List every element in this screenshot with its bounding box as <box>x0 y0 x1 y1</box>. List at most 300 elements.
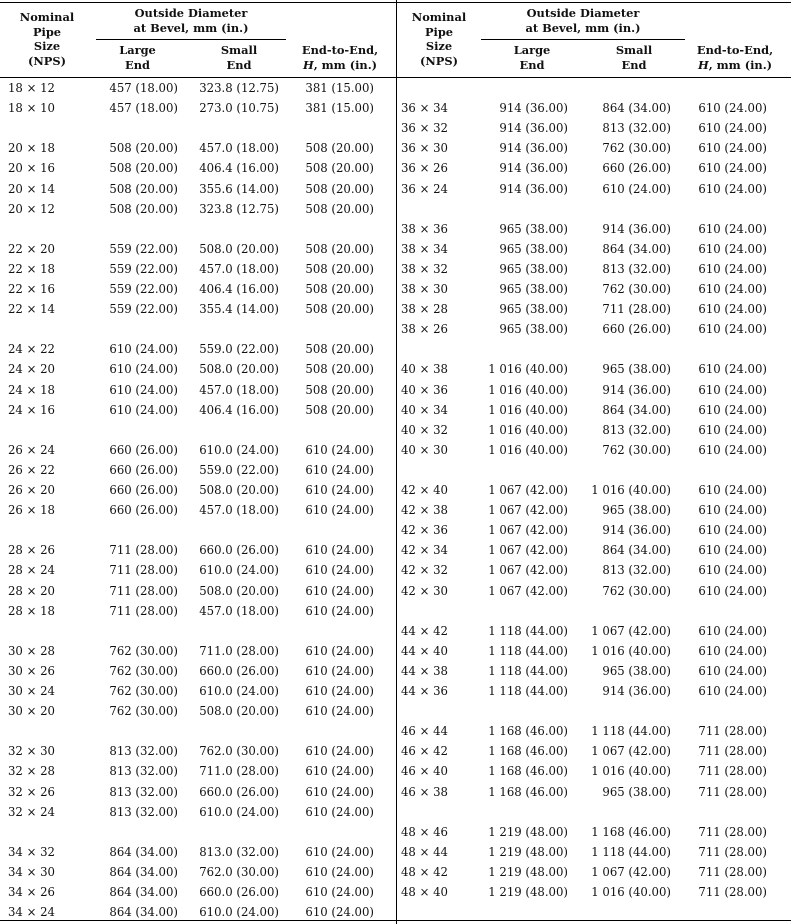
table-row <box>397 179 791 199</box>
header-outside-diameter <box>481 6 685 35</box>
table-row <box>0 239 396 259</box>
end-to-end-cell: 508 (20.00) <box>305 261 374 276</box>
end-to-end-cell: 610 (24.00) <box>698 161 767 176</box>
header-line: End-to-End, <box>696 43 774 57</box>
table-row <box>0 761 396 781</box>
nominal-size-cell: 44 × 40 <box>401 643 448 658</box>
header-nominal-pipe-size <box>2 10 92 68</box>
nominal-size-cell: 46 × 38 <box>401 784 448 799</box>
end-to-end-cell: 711 (28.00) <box>698 744 767 759</box>
large-end-cell: 508 (20.00) <box>109 201 178 216</box>
nominal-size-cell: 46 × 42 <box>401 744 448 759</box>
small-end-cell: 457.0 (18.00) <box>199 503 279 518</box>
nominal-size-cell: 48 × 46 <box>401 824 448 839</box>
table-row <box>0 601 396 621</box>
nominal-size-cell: 40 × 38 <box>401 362 448 377</box>
header-line: at Bevel, mm (in.) <box>133 20 249 35</box>
table-row <box>397 761 791 781</box>
nominal-size-cell: 30 × 20 <box>8 704 55 719</box>
end-to-end-cell: 610 (24.00) <box>305 784 374 799</box>
header-line: at Bevel, mm (in.) <box>525 20 641 35</box>
small-end-cell: 1 016 (40.00) <box>591 483 671 497</box>
nominal-size-cell: 42 × 32 <box>401 563 448 578</box>
end-to-end-cell: 508 (20.00) <box>305 282 374 296</box>
header-unit: , mm (in.) <box>708 57 773 72</box>
table-row <box>397 158 791 178</box>
small-end-cell: 457.0 (18.00) <box>199 141 279 156</box>
nominal-size-cell: 32 × 30 <box>8 744 55 759</box>
large-end-cell: 711 (28.00) <box>109 563 178 578</box>
end-to-end-cell: 610 (24.00) <box>698 302 767 317</box>
end-to-end-cell: 610 (24.00) <box>698 663 767 678</box>
small-end-cell: 965 (38.00) <box>602 784 671 799</box>
end-to-end-cell: 711 (28.00) <box>698 824 767 839</box>
large-end-cell: 1 118 (44.00) <box>488 663 568 678</box>
large-end-cell: 1 016 (40.00) <box>488 362 568 377</box>
nominal-size-cell: 22 × 14 <box>8 302 55 317</box>
table-row <box>0 661 396 681</box>
table-row <box>0 500 396 520</box>
table-row <box>0 359 396 379</box>
table-row <box>0 98 396 118</box>
table-row <box>397 359 791 379</box>
large-end-cell: 914 (36.00) <box>499 161 568 176</box>
bottom-rule <box>397 920 791 921</box>
table-row <box>0 138 396 158</box>
large-end-cell: 965 (38.00) <box>499 322 568 337</box>
large-end-cell: 914 (36.00) <box>499 101 568 116</box>
large-end-cell: 1 016 (40.00) <box>488 422 568 437</box>
end-to-end-cell: 610 (24.00) <box>698 181 767 196</box>
small-end-cell: 762 (30.00) <box>602 583 671 598</box>
small-end-cell: 610.0 (24.00) <box>199 442 279 457</box>
table-row <box>397 681 791 701</box>
nominal-size-cell: 24 × 18 <box>8 382 55 397</box>
right-table <box>396 0 791 924</box>
nominal-size-cell: 40 × 34 <box>401 402 448 417</box>
nominal-size-cell: 28 × 20 <box>8 583 55 598</box>
nominal-size-cell: 42 × 34 <box>401 543 448 558</box>
large-end-cell: 1 067 (42.00) <box>488 543 568 558</box>
large-end-cell: 864 (34.00) <box>109 885 178 899</box>
small-end-cell: 1 016 (40.00) <box>591 764 671 779</box>
large-end-cell: 965 (38.00) <box>499 221 568 236</box>
large-end-cell: 711 (28.00) <box>109 603 178 618</box>
table-row <box>0 842 396 862</box>
small-end-cell: 813.0 (32.00) <box>199 844 279 859</box>
end-to-end-cell: 610 (24.00) <box>305 663 374 678</box>
small-end-cell: 323.8 (12.75) <box>199 81 279 95</box>
header-line: (NPS) <box>420 53 458 68</box>
table-row <box>397 540 791 560</box>
end-to-end-cell: 381 (15.00) <box>305 101 374 116</box>
header-line: Nominal <box>19 10 75 24</box>
table-row <box>0 78 396 98</box>
nominal-size-cell: 34 × 30 <box>8 864 55 879</box>
nominal-size-cell: 34 × 26 <box>8 885 55 899</box>
end-to-end-cell: 610 (24.00) <box>698 643 767 658</box>
small-end-cell: 610.0 (24.00) <box>199 905 279 920</box>
nominal-size-cell: 48 × 42 <box>401 864 448 879</box>
small-end-cell: 1 067 (42.00) <box>591 744 671 759</box>
end-to-end-cell: 610 (24.00) <box>305 744 374 759</box>
end-to-end-cell: 610 (24.00) <box>698 563 767 578</box>
end-to-end-cell: 711 (28.00) <box>698 885 767 899</box>
large-end-cell: 813 (32.00) <box>109 764 178 779</box>
table-row <box>397 98 791 118</box>
end-to-end-cell: 610 (24.00) <box>305 643 374 658</box>
large-end-cell: 1 168 (46.00) <box>488 724 568 739</box>
nominal-size-cell: 46 × 40 <box>401 764 448 779</box>
nominal-size-cell: 48 × 44 <box>401 844 448 859</box>
nominal-size-cell: 42 × 40 <box>401 483 448 497</box>
large-end-cell: 762 (30.00) <box>109 663 178 678</box>
nominal-size-cell: 44 × 42 <box>401 623 448 638</box>
large-end-cell: 1 219 (48.00) <box>488 844 568 859</box>
nominal-size-cell: 38 × 36 <box>401 221 448 236</box>
large-end-cell: 1 016 (40.00) <box>488 442 568 457</box>
nominal-size-cell: 20 × 12 <box>8 201 55 216</box>
large-end-cell: 559 (22.00) <box>109 261 178 276</box>
nominal-size-cell: 42 × 38 <box>401 503 448 518</box>
table-row <box>397 822 791 842</box>
small-end-cell: 660.0 (26.00) <box>199 543 279 558</box>
large-end-cell: 864 (34.00) <box>109 844 178 859</box>
table-row <box>0 259 396 279</box>
table-row <box>0 782 396 802</box>
large-end-cell: 660 (26.00) <box>109 462 178 477</box>
header-line: Pipe <box>424 24 454 39</box>
large-end-cell: 914 (36.00) <box>499 121 568 136</box>
large-end-cell: 559 (22.00) <box>109 302 178 317</box>
nominal-size-cell: 40 × 36 <box>401 382 448 397</box>
header-outside-diameter <box>96 6 286 35</box>
table-row <box>397 380 791 400</box>
end-to-end-cell: 508 (20.00) <box>305 181 374 196</box>
table-row <box>0 400 396 420</box>
end-to-end-cell: 610 (24.00) <box>305 864 374 879</box>
small-end-cell: 762 (30.00) <box>602 141 671 156</box>
end-to-end-cell: 610 (24.00) <box>698 282 767 296</box>
small-end-cell: 508.0 (20.00) <box>199 583 279 598</box>
table-row <box>397 480 791 500</box>
end-to-end-cell: 381 (15.00) <box>305 81 374 95</box>
large-end-cell: 1 168 (46.00) <box>488 784 568 799</box>
nominal-size-cell: 22 × 18 <box>8 261 55 276</box>
nominal-size-cell: 26 × 24 <box>8 442 55 457</box>
small-end-cell: 660 (26.00) <box>602 322 671 337</box>
small-end-cell: 914 (36.00) <box>602 523 671 538</box>
table-row <box>397 319 791 339</box>
small-end-cell: 762.0 (30.00) <box>199 744 279 759</box>
large-end-cell: 864 (34.00) <box>109 905 178 920</box>
end-to-end-cell: 610 (24.00) <box>305 563 374 578</box>
table-row <box>0 741 396 761</box>
header-line: End <box>125 57 150 72</box>
header-line: End <box>226 57 252 72</box>
end-to-end-cell: 610 (24.00) <box>698 684 767 698</box>
small-end-cell: 965 (38.00) <box>602 663 671 678</box>
large-end-cell: 762 (30.00) <box>109 704 178 719</box>
small-end-cell: 914 (36.00) <box>602 382 671 397</box>
nominal-size-cell: 26 × 22 <box>8 462 55 477</box>
header-line: End-to-End, <box>301 43 379 57</box>
small-end-cell: 660.0 (26.00) <box>199 663 279 678</box>
large-end-cell: 965 (38.00) <box>499 282 568 296</box>
large-end-cell: 813 (32.00) <box>109 804 178 819</box>
small-end-cell: 864 (34.00) <box>602 241 671 256</box>
small-end-cell: 813 (32.00) <box>602 121 671 136</box>
table-row <box>0 440 396 460</box>
end-to-end-cell: 610 (24.00) <box>698 261 767 276</box>
end-to-end-cell: 508 (20.00) <box>305 402 374 417</box>
nominal-size-cell: 26 × 20 <box>8 483 55 497</box>
end-to-end-cell: 610 (24.00) <box>698 442 767 457</box>
small-end-cell: 660.0 (26.00) <box>199 784 279 799</box>
nominal-size-cell: 20 × 18 <box>8 141 55 156</box>
small-end-cell: 1 016 (40.00) <box>591 643 671 658</box>
table-row <box>0 641 396 661</box>
large-end-cell: 610 (24.00) <box>109 382 178 397</box>
header-symbol-h: H <box>302 57 314 72</box>
table-row <box>397 420 791 440</box>
end-to-end-cell: 610 (24.00) <box>698 402 767 417</box>
end-to-end-cell: 610 (24.00) <box>698 322 767 337</box>
header-line: Outside Diameter <box>134 6 248 20</box>
end-to-end-cell: 711 (28.00) <box>698 764 767 779</box>
table-row <box>397 741 791 761</box>
small-end-cell: 273.0 (10.75) <box>199 101 279 116</box>
table-row <box>397 279 791 299</box>
end-to-end-cell: 610 (24.00) <box>698 543 767 558</box>
table-row <box>0 460 396 480</box>
end-to-end-cell: 508 (20.00) <box>305 161 374 176</box>
table-row <box>397 239 791 259</box>
end-to-end-cell: 610 (24.00) <box>305 583 374 598</box>
table-row <box>397 500 791 520</box>
small-end-cell: 1 118 (44.00) <box>591 724 671 739</box>
small-end-cell: 711.0 (28.00) <box>199 643 279 658</box>
end-to-end-cell: 610 (24.00) <box>698 503 767 518</box>
large-end-cell: 762 (30.00) <box>109 643 178 658</box>
table-row <box>0 480 396 500</box>
large-end-cell: 914 (36.00) <box>499 181 568 196</box>
end-to-end-cell: 508 (20.00) <box>305 201 374 216</box>
table-row <box>0 540 396 560</box>
end-to-end-cell: 610 (24.00) <box>698 121 767 136</box>
nominal-size-cell: 30 × 28 <box>8 643 55 658</box>
large-end-cell: 457 (18.00) <box>109 81 178 95</box>
small-end-cell: 457.0 (18.00) <box>199 261 279 276</box>
table-row <box>397 842 791 862</box>
end-to-end-cell: 610 (24.00) <box>305 442 374 457</box>
nominal-size-cell: 44 × 36 <box>401 684 448 698</box>
end-to-end-cell: 610 (24.00) <box>305 543 374 558</box>
end-to-end-cell: 610 (24.00) <box>698 483 767 497</box>
large-end-cell: 1 219 (48.00) <box>488 824 568 839</box>
nominal-size-cell: 26 × 18 <box>8 503 55 518</box>
table-row <box>0 862 396 882</box>
large-end-cell: 1 067 (42.00) <box>488 563 568 578</box>
header-small-end <box>591 43 677 72</box>
small-end-cell: 508.0 (20.00) <box>199 483 279 497</box>
nominal-size-cell: 28 × 18 <box>8 603 55 618</box>
nominal-size-cell: 46 × 44 <box>401 724 448 739</box>
nominal-size-cell: 28 × 26 <box>8 543 55 558</box>
end-to-end-cell: 610 (24.00) <box>305 844 374 859</box>
nominal-size-cell: 28 × 24 <box>8 563 55 578</box>
large-end-cell: 610 (24.00) <box>109 342 178 357</box>
nominal-size-cell: 32 × 26 <box>8 784 55 799</box>
small-end-cell: 508.0 (20.00) <box>199 241 279 256</box>
end-to-end-cell: 610 (24.00) <box>305 704 374 719</box>
table-row <box>0 681 396 701</box>
table-row <box>0 560 396 580</box>
end-to-end-cell: 610 (24.00) <box>305 905 374 920</box>
header-line: Size <box>33 39 61 54</box>
header-end-to-end <box>693 43 777 72</box>
table-row <box>397 661 791 681</box>
end-to-end-cell: 711 (28.00) <box>698 844 767 859</box>
large-end-cell: 559 (22.00) <box>109 282 178 296</box>
large-end-cell: 457 (18.00) <box>109 101 178 116</box>
large-end-cell: 610 (24.00) <box>109 402 178 417</box>
header-line <box>693 58 777 73</box>
large-end-cell: 508 (20.00) <box>109 181 178 196</box>
end-to-end-cell: 610 (24.00) <box>305 483 374 497</box>
header-line: End <box>519 57 545 72</box>
end-to-end-cell: 508 (20.00) <box>305 382 374 397</box>
small-end-cell: 813 (32.00) <box>602 422 671 437</box>
small-end-cell: 762.0 (30.00) <box>199 864 279 879</box>
bottom-rule <box>0 920 396 921</box>
large-end-cell: 1 067 (42.00) <box>488 523 568 538</box>
small-end-cell: 559.0 (22.00) <box>199 342 279 357</box>
small-end-cell: 1 067 (42.00) <box>591 623 671 638</box>
small-end-cell: 1 118 (44.00) <box>591 844 671 859</box>
end-to-end-cell: 610 (24.00) <box>698 623 767 638</box>
nominal-size-cell: 40 × 30 <box>401 442 448 457</box>
nominal-size-cell: 32 × 24 <box>8 804 55 819</box>
table-row <box>397 520 791 540</box>
table-row <box>397 882 791 902</box>
nominal-size-cell: 34 × 24 <box>8 905 55 920</box>
header-bottom-rule <box>397 77 791 78</box>
large-end-cell: 1 219 (48.00) <box>488 864 568 879</box>
large-end-cell: 1 168 (46.00) <box>488 744 568 759</box>
large-end-cell: 660 (26.00) <box>109 483 178 497</box>
nominal-size-cell: 22 × 20 <box>8 241 55 256</box>
large-end-cell: 762 (30.00) <box>109 684 178 698</box>
large-end-cell: 813 (32.00) <box>109 784 178 799</box>
table-row <box>397 219 791 239</box>
small-end-cell: 355.6 (14.00) <box>199 181 279 196</box>
large-end-cell: 711 (28.00) <box>109 543 178 558</box>
small-end-cell: 457.0 (18.00) <box>199 603 279 618</box>
header-line <box>298 58 382 73</box>
table-row <box>0 882 396 902</box>
small-end-cell: 1 067 (42.00) <box>591 864 671 879</box>
large-end-cell: 1 118 (44.00) <box>488 684 568 698</box>
large-end-cell: 1 118 (44.00) <box>488 643 568 658</box>
small-end-cell: 965 (38.00) <box>602 362 671 377</box>
large-end-cell: 1 016 (40.00) <box>488 402 568 417</box>
large-end-cell: 660 (26.00) <box>109 503 178 518</box>
end-to-end-cell: 610 (24.00) <box>305 684 374 698</box>
nominal-size-cell: 38 × 34 <box>401 241 448 256</box>
end-to-end-cell: 610 (24.00) <box>305 462 374 477</box>
small-end-cell: 762 (30.00) <box>602 282 671 296</box>
nominal-size-cell: 36 × 24 <box>401 181 448 196</box>
end-to-end-cell: 610 (24.00) <box>698 382 767 397</box>
top-rule <box>397 2 791 3</box>
small-end-cell: 711.0 (28.00) <box>199 764 279 779</box>
end-to-end-cell: 508 (20.00) <box>305 302 374 317</box>
nominal-size-cell: 20 × 14 <box>8 181 55 196</box>
table-row <box>0 299 396 319</box>
nominal-size-cell: 32 × 28 <box>8 764 55 779</box>
table-row <box>0 701 396 721</box>
end-to-end-cell: 508 (20.00) <box>305 141 374 156</box>
large-end-cell: 965 (38.00) <box>499 302 568 317</box>
end-to-end-cell: 711 (28.00) <box>698 724 767 739</box>
top-rule <box>0 2 396 3</box>
end-to-end-cell: 711 (28.00) <box>698 864 767 879</box>
nominal-size-cell: 24 × 16 <box>8 402 55 417</box>
small-end-cell: 864 (34.00) <box>602 101 671 116</box>
end-to-end-cell: 711 (28.00) <box>698 784 767 799</box>
table-row <box>0 158 396 178</box>
small-end-cell: 1 016 (40.00) <box>591 885 671 899</box>
header-line: Small <box>615 43 653 57</box>
nominal-size-cell: 30 × 26 <box>8 663 55 678</box>
small-end-cell: 406.4 (16.00) <box>199 282 279 296</box>
table-row <box>0 279 396 299</box>
header-line: Large <box>119 43 156 57</box>
small-end-cell: 864 (34.00) <box>602 402 671 417</box>
small-end-cell: 864 (34.00) <box>602 543 671 558</box>
header-symbol-h: H <box>697 57 709 72</box>
small-end-cell: 711 (28.00) <box>602 302 671 317</box>
end-to-end-cell: 508 (20.00) <box>305 342 374 357</box>
end-to-end-cell: 610 (24.00) <box>305 603 374 618</box>
table-row <box>397 299 791 319</box>
nominal-size-cell: 36 × 30 <box>401 141 448 156</box>
end-to-end-cell: 508 (20.00) <box>305 362 374 377</box>
table-row <box>397 621 791 641</box>
nominal-size-cell: 42 × 30 <box>401 583 448 598</box>
small-end-cell: 508.0 (20.00) <box>199 362 279 377</box>
table-row <box>397 400 791 420</box>
nominal-size-cell: 38 × 26 <box>401 322 448 337</box>
end-to-end-cell: 610 (24.00) <box>698 101 767 116</box>
table-row <box>397 138 791 158</box>
nominal-size-cell: 18 × 12 <box>8 81 55 95</box>
nominal-size-cell: 48 × 40 <box>401 885 448 899</box>
table-row <box>0 199 396 219</box>
end-to-end-cell: 610 (24.00) <box>698 362 767 377</box>
header-nominal-pipe-size <box>399 10 479 68</box>
nominal-size-cell: 38 × 32 <box>401 261 448 276</box>
header-line: Outside Diameter <box>526 6 640 20</box>
small-end-cell: 457.0 (18.00) <box>199 382 279 397</box>
table-row <box>0 581 396 601</box>
header-line: Large <box>513 43 551 57</box>
outside-diameter-rule <box>481 39 685 40</box>
table-row <box>0 179 396 199</box>
end-to-end-cell: 610 (24.00) <box>698 583 767 598</box>
header-line: (NPS) <box>28 53 66 68</box>
